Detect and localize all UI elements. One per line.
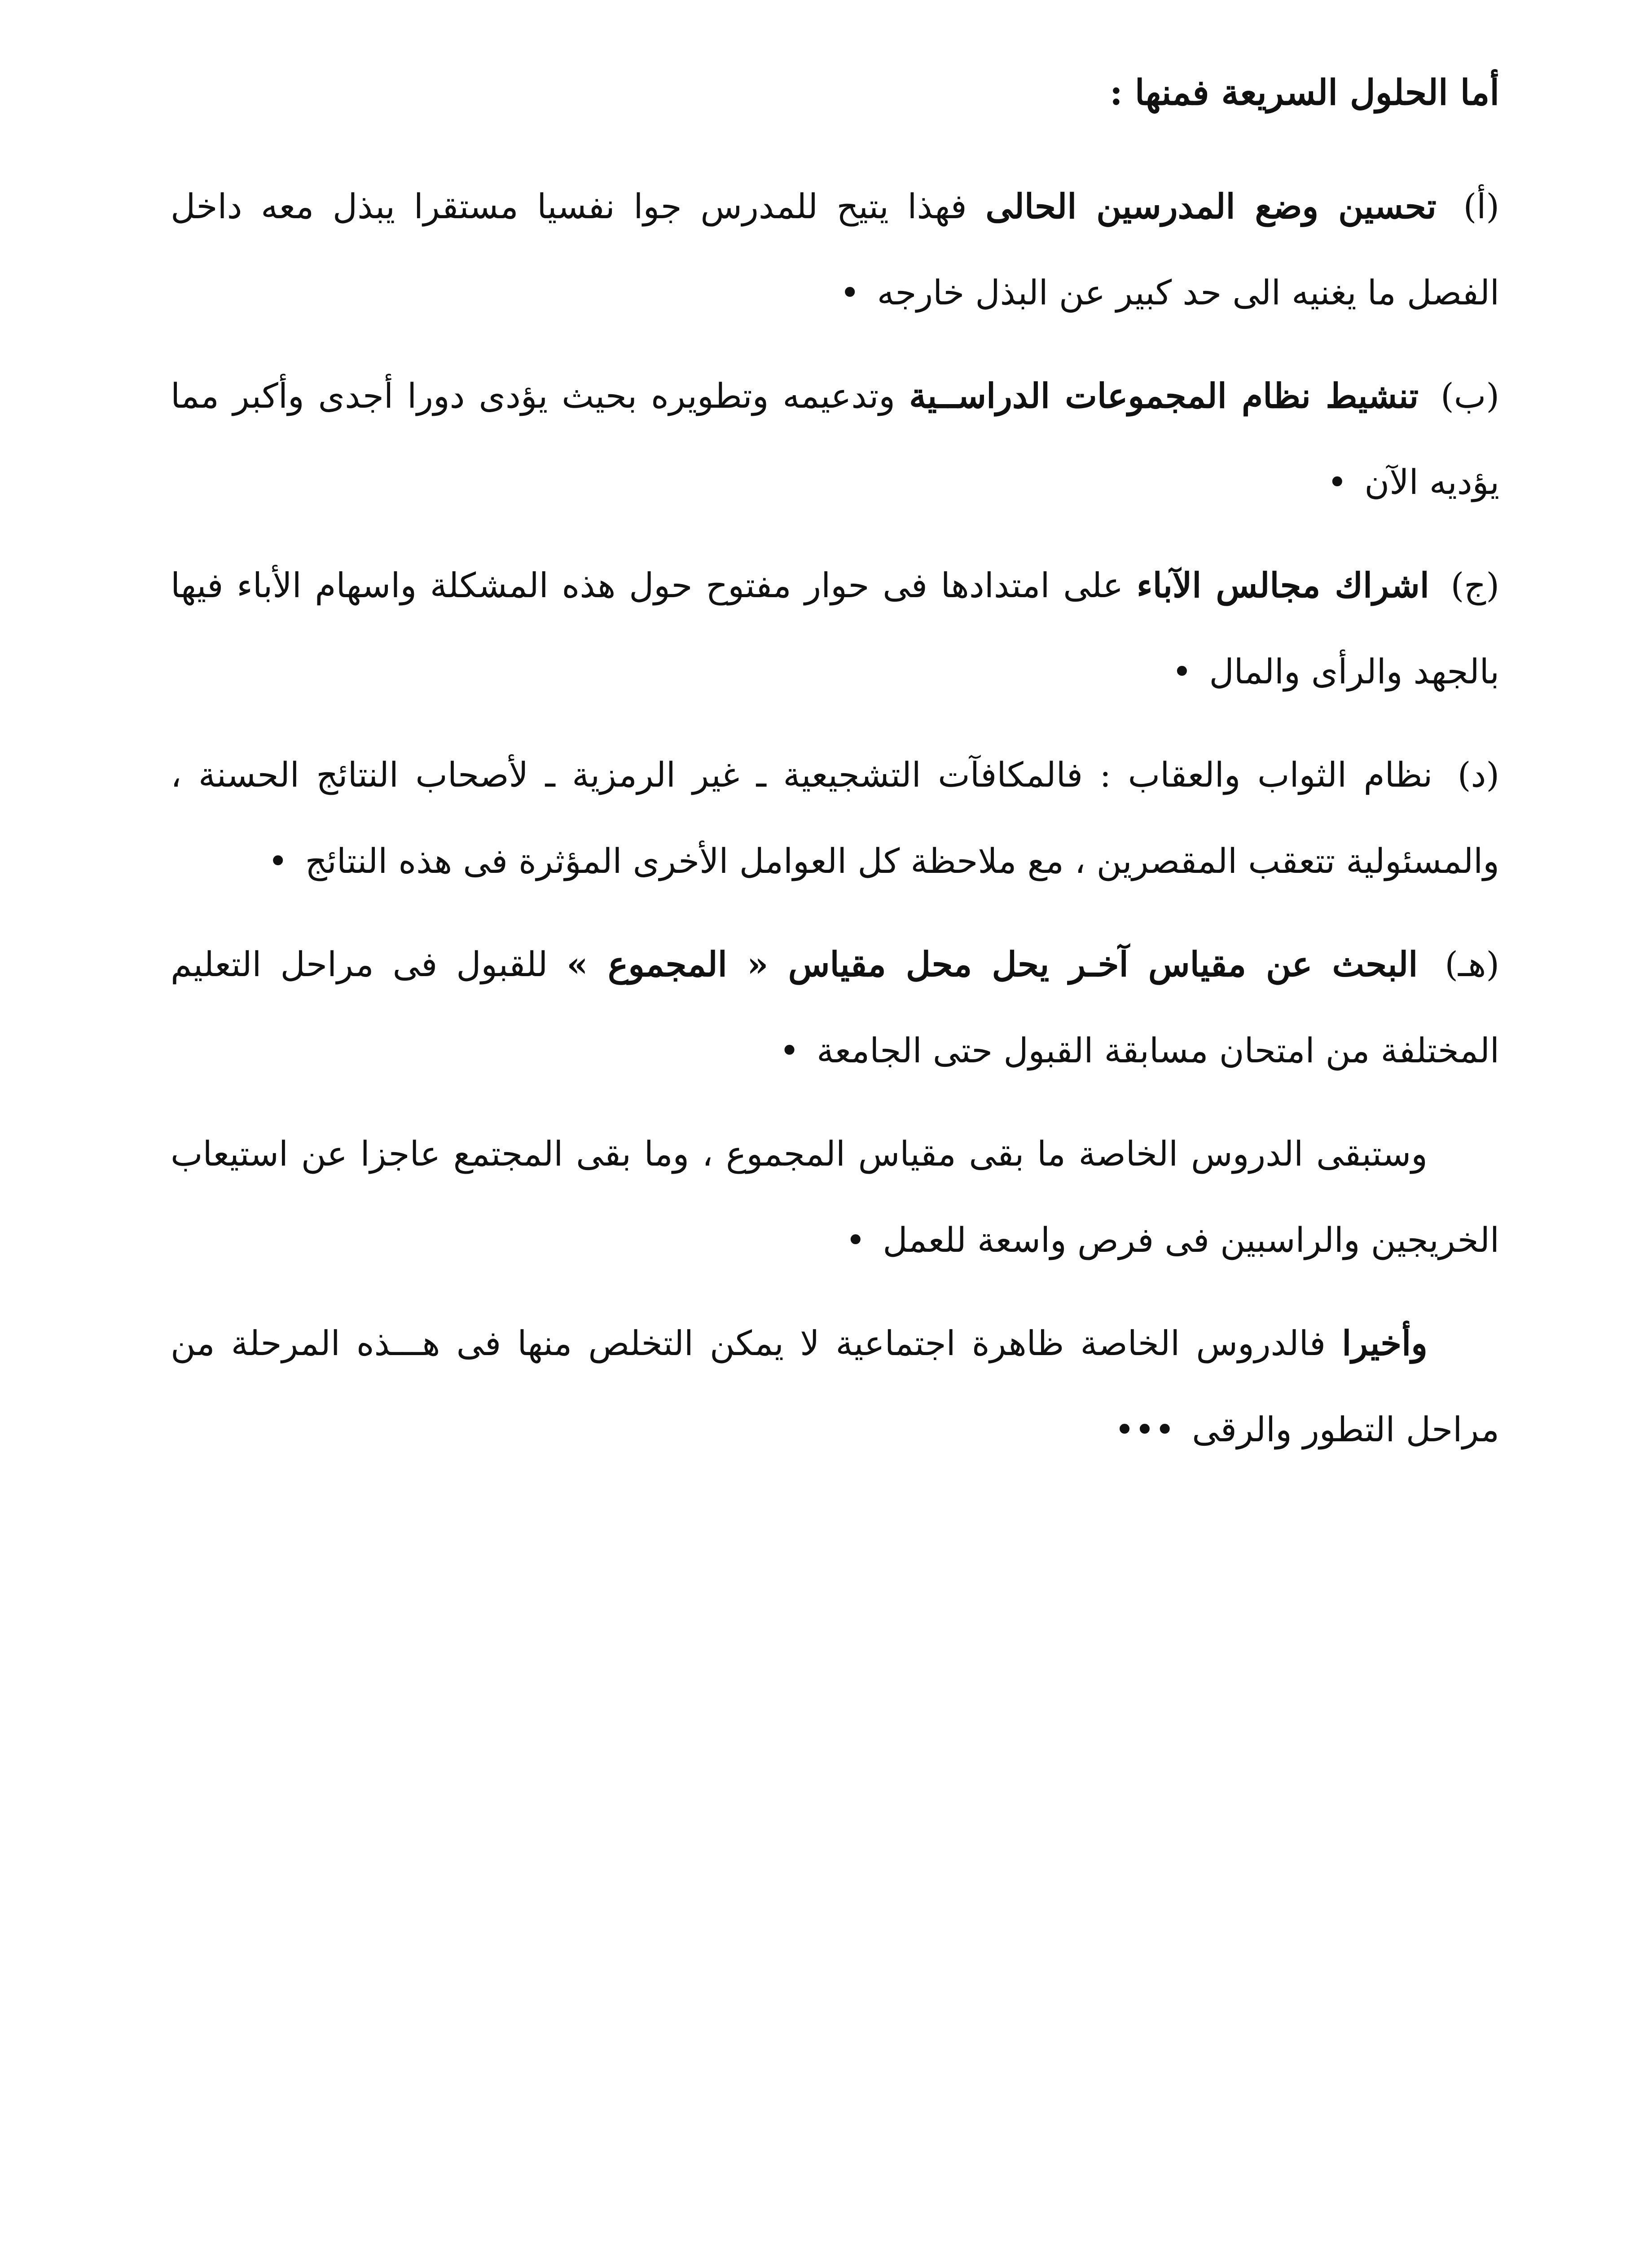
- item-end-mark: •: [268, 841, 288, 881]
- item-marker: (د): [1457, 754, 1499, 795]
- closing-paragraph: [171, 1111, 1499, 1283]
- item-marker: (ج): [1450, 565, 1499, 605]
- list-item-d: [171, 732, 1499, 904]
- list-item-e: [171, 921, 1499, 1094]
- item-end-mark: •: [1327, 462, 1348, 502]
- item-marker: (أ): [1463, 186, 1499, 226]
- section-heading: أما الحلول السريعة فمنها :: [1109, 72, 1499, 113]
- item-text: على امتدادها فى حوار مفتوح حول هذه المشكلة واسهام الأباء فيها بالجهد والرأى والمال: [171, 565, 1499, 691]
- item-text: نظام الثواب والعقاب : فالمكافآت التشجيعية ـ غير الرمزية ـ لأصحاب النتائج الحسنة ، والمسئولية تتعقب المقصرين ، مع ملاحظة كل العوامل الأخرى المؤثرة فى هذه النتائج: [171, 754, 1499, 881]
- list-item-a: [171, 163, 1499, 336]
- item-text: وتدعيمه وتطويره بحيث يؤدى دورا أجدى وأكبر مما يؤديه الآن: [171, 375, 1499, 502]
- list-item-b: [171, 353, 1499, 525]
- item-marker: (ب): [1441, 375, 1500, 416]
- item-lead: اشراك مجالس الآباء: [1136, 565, 1429, 605]
- item-end-mark: •: [839, 272, 860, 313]
- item-text: للقبول فى مراحل التعليم المختلفة من امتحان مسابقة القبول حتى الجامعة: [171, 944, 1499, 1070]
- item-lead: تحسين وضع المدرسين الحالى: [985, 186, 1437, 226]
- paragraph-end-mark: •: [845, 1219, 866, 1260]
- page-body: [171, 72, 1499, 1490]
- list-item-c: [171, 542, 1499, 715]
- paragraph-lead: وأخيرا: [1342, 1323, 1428, 1363]
- item-end-mark: •: [779, 1030, 800, 1070]
- item-lead: البحث عن مقياس آخـر يحل محل مقياس « المجموع »: [567, 944, 1418, 984]
- paragraph-end-mark: •••: [1114, 1409, 1175, 1449]
- paragraph-text: فالدروس الخاصة ظاهرة اجتماعية لا يمكن التخلص منها فى هـــذه المرحلة من مراحل التطور والرقى: [171, 1323, 1499, 1449]
- paragraph-text: وستبقى الدروس الخاصة ما بقى مقياس المجموع ، وما بقى المجتمع عاجزا عن استيعاب الخريجين والراسبين فى فرص واسعة للعمل: [171, 1133, 1499, 1260]
- item-text: فهذا يتيح للمدرس جوا نفسيا مستقرا يبذل معه داخل الفصل ما يغنيه الى حد كبير عن البذل خارجه: [171, 186, 1499, 313]
- item-marker: (هـ): [1445, 944, 1499, 984]
- final-paragraph: [171, 1300, 1499, 1473]
- item-end-mark: •: [1172, 651, 1192, 691]
- item-lead: تنشيط نظام المجموعات الدراســية: [909, 375, 1419, 416]
